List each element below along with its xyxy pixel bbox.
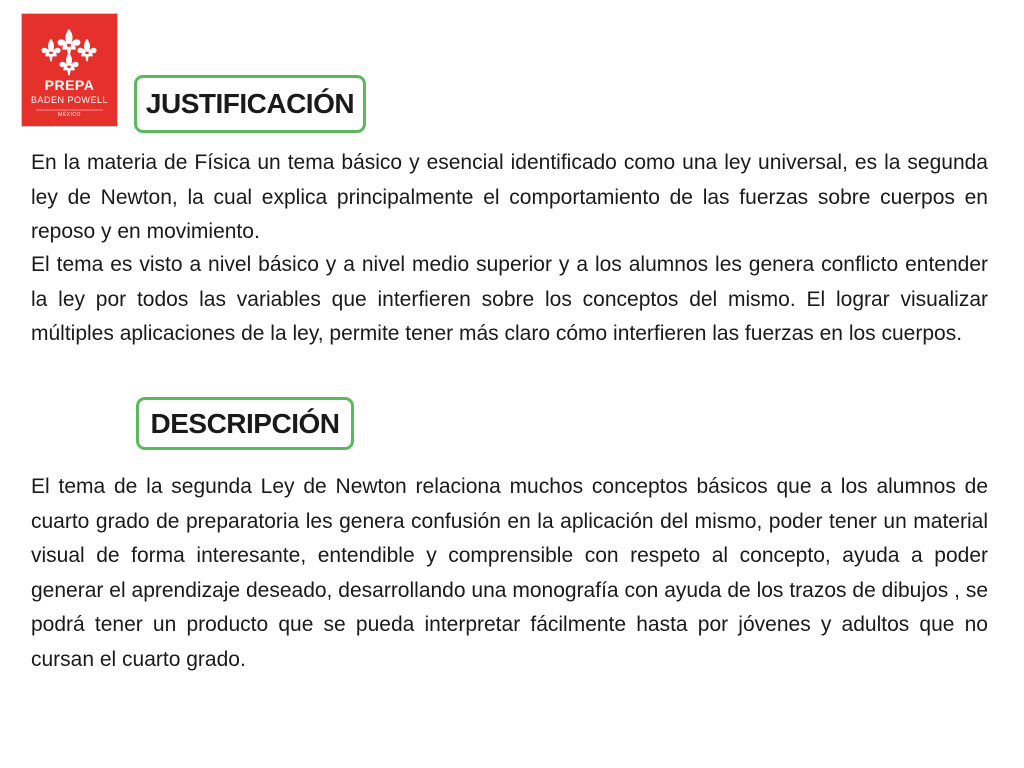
heading-descripcion: DESCRIPCIÓN <box>136 397 354 450</box>
justificacion-paragraph-1: En la materia de Física un tema básico y esencial identificado como una ley universal, es la segunda ley de Newton, la cual explica principalmente el comportamiento de las fuerzas sobre cuerpos en reposo y en movimiento. <box>31 151 988 243</box>
logo-subtitle: BADEN POWELL <box>30 95 109 105</box>
school-logo <box>22 14 117 126</box>
fleur-de-lis-icon <box>22 14 117 126</box>
justificacion-paragraph-2: El tema es visto a nivel básico y a nivel medio superior y a los alumnos les genera conflicto entender la ley por todos las variables que interfieren sobre los conceptos del mismo. El lograr visualizar múltiples aplicaciones de la ley, permite tener más claro cómo interfieren las fuerzas en los cuerpos. <box>31 253 988 345</box>
logo-country: MÉXICO <box>58 112 81 118</box>
logo-title: PREPA <box>44 77 95 93</box>
descripcion-paragraph: El tema de la segunda Ley de Newton relaciona muchos conceptos básicos que a los alumnos de cuarto grado de preparatoria les genera confusión en la aplicación del mismo, poder tener un material visual de forma interesante, entendible y comprensible con respeto al concepto, ayuda a poder generar el aprendizaje deseado, desarrollando una monografía con ayuda de los trazos de dibujos , se podrá tener un producto que se pueda interpretar fácilmente hasta por jóvenes y adultos que no cursan el cuarto grado. <box>31 475 988 671</box>
heading-justificacion: JUSTIFICACIÓN <box>134 75 366 133</box>
